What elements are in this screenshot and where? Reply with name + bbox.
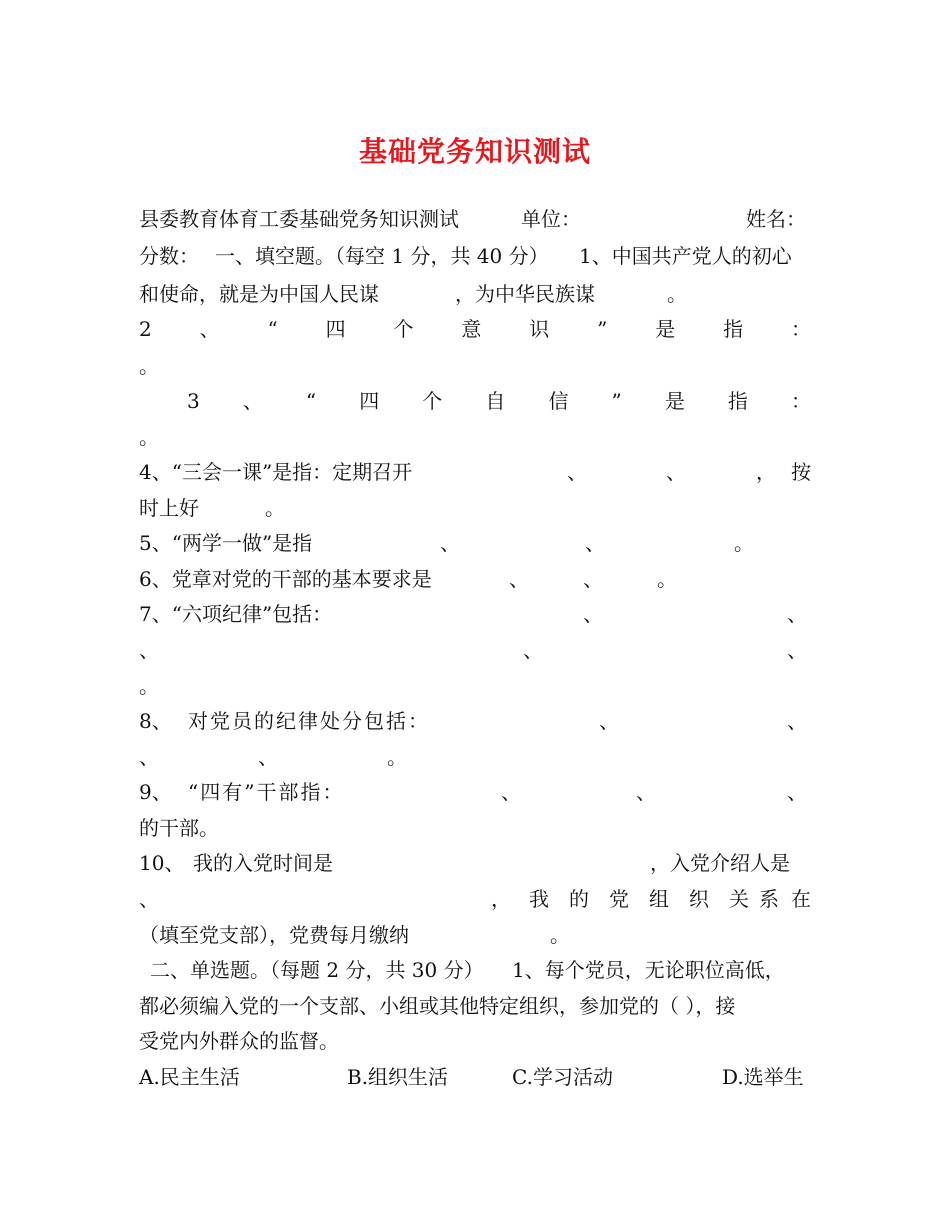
- text-line: 都必须编入党的一个支部、小组或其他特定组织，参加党的（ ），接: [139, 994, 736, 1018]
- text-line: 8、 对党员的纪律处分包括： 、 、: [139, 709, 807, 733]
- question-text: ，为中华民族谋: [455, 282, 595, 306]
- text-line: 4、“三会一课”是指：定期召开 、 、 ， 按: [139, 460, 811, 484]
- text-line: 受党内外群众的监督。: [139, 1029, 339, 1053]
- text-line: （填至党支部），党费每月缴纳 。: [139, 923, 570, 947]
- text-line: 。: [139, 425, 159, 449]
- text-line: 10、 我的入党时间是 ，入党介绍人是: [139, 851, 790, 875]
- page-title: 基础党务知识测试: [358, 135, 591, 168]
- section-heading-fill: 一、填空题。（每空 1 分，共 40 分）: [215, 244, 549, 268]
- text-line: [139, 238, 811, 274]
- text-line-justified: 2 、 “ 四 个 意 识 ” 是 指 ：: [139, 317, 811, 341]
- text-line: 的干部。: [139, 816, 219, 840]
- text-line: 、 、 、: [139, 638, 807, 662]
- question-text: 。: [667, 282, 687, 306]
- text-line-justified: 3 、 “ 四 个 自 信 ” 是 指 ：: [187, 389, 811, 413]
- unit-label: 单位：: [521, 207, 581, 231]
- text-line: 、 ， 我 的 党 组 织 关 系 在: [139, 887, 811, 911]
- name-label: 姓名：: [746, 207, 806, 231]
- text-line: [139, 276, 811, 312]
- header-line: [139, 201, 811, 237]
- question-text: 和使命，就是为中国人民谋: [139, 282, 379, 306]
- text-line: 7、“六项纪律”包括： 、 、: [139, 602, 807, 626]
- text-line: 。: [139, 674, 159, 698]
- text-line: 二、单选题。（每题 2 分，共 30 分） 1、每个党员，无论职位高低，: [139, 952, 811, 988]
- option-a: A.民主生活: [139, 1065, 240, 1089]
- score-label: 分数：: [139, 244, 199, 268]
- option-b: B.组织生活: [347, 1065, 449, 1089]
- text-line: 时上好 。: [139, 496, 285, 520]
- text-line: 9、 “四有”干部指： 、 、 、: [139, 780, 807, 804]
- text-line: 、 、 。: [139, 745, 407, 769]
- text-line: 5、“两学一做”是指 、 、 。: [139, 531, 754, 555]
- option-c: C.学习活动: [512, 1065, 613, 1089]
- options-line: [139, 1059, 811, 1095]
- text-line: 6、党章对党的干部的基本要求是 、 、 。: [139, 567, 677, 591]
- exam-name: 县委教育体育工委基础党务知识测试: [139, 207, 459, 231]
- text-line: 。: [139, 354, 159, 378]
- option-d: D.选举生: [722, 1065, 804, 1089]
- question-text: 1、中国共产党人的初心: [579, 244, 792, 268]
- section-heading-choice: 二、单选题。（每题 2 分，共 30 分）: [150, 958, 484, 982]
